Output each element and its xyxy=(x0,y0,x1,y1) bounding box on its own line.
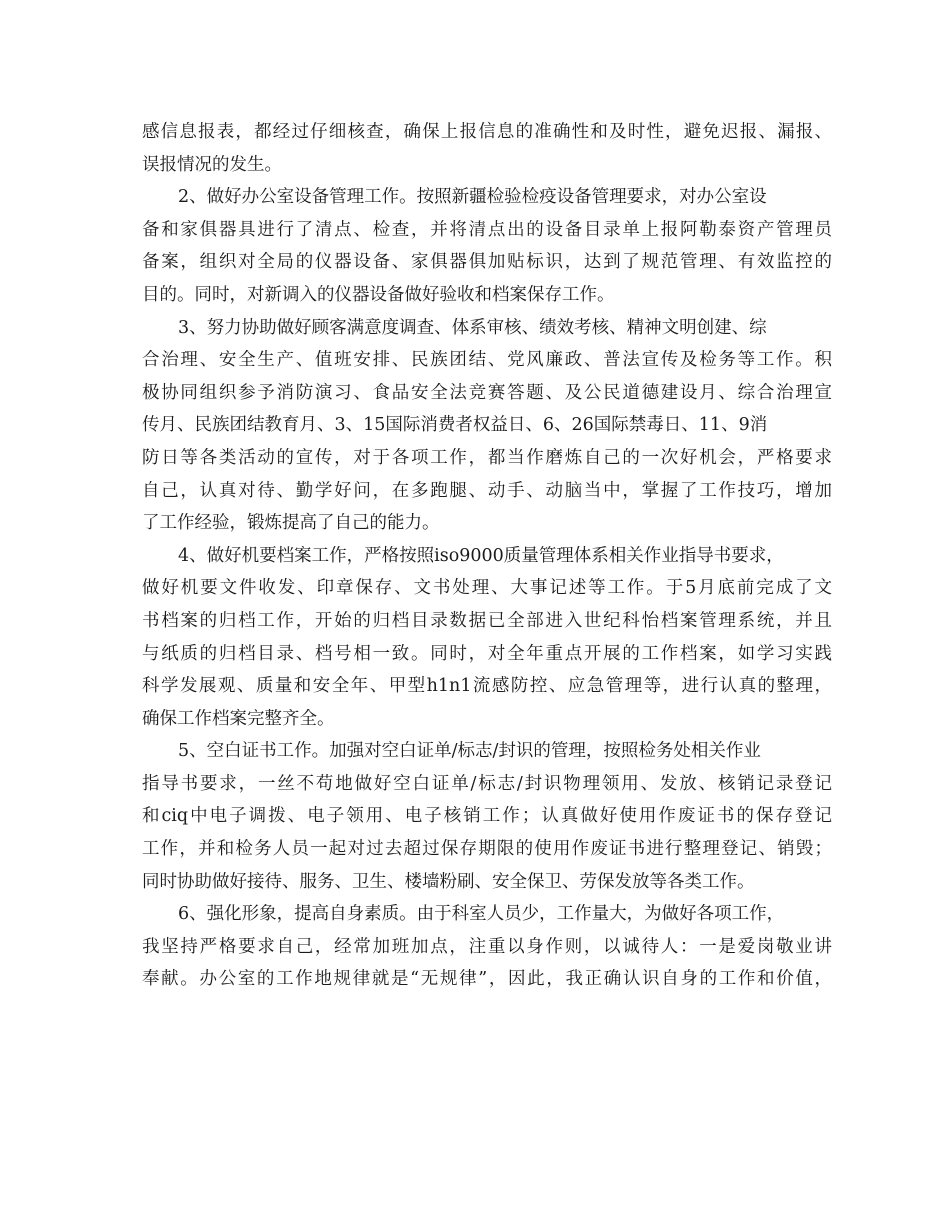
text-line: 确保工作档案完整齐全。 xyxy=(142,708,335,729)
text-line: 我坚持严格要求自己，经常加班加点，注重以身作则，以诚待人：一是爱岗敬业讲 xyxy=(142,936,832,957)
text-line: 自己，认真对待、勤学好问，在多跑腿、动手、动脑当中，掌握了工作技巧，增加 xyxy=(142,480,832,501)
text-line: 2、做好办公室设备管理工作。按照新疆检验检疫设备管理要求，对办公室设 xyxy=(178,187,767,208)
text-line: 指导书要求，一丝不苟地做好空白证单/标志/封识物理领用、发放、核销记录登记 xyxy=(142,773,832,794)
text-line: 误报情况的发生。 xyxy=(142,154,282,175)
text-line: 目的。同时，对新调入的仪器设备做好验收和档案保存工作。 xyxy=(142,284,615,305)
text-line: 传月、民族团结教育月、3、15国际消费者权益日、6、26国际禁毒日、11、9消 xyxy=(142,415,768,436)
text-line: 了工作经验，锻炼提高了自己的能力。 xyxy=(142,513,440,534)
text-line: 备案，组织对全局的仪器设备、家俱器俱加贴标识，达到了规范管理、有效监控的 xyxy=(142,252,832,273)
text-line: 备和家俱器具进行了清点、检查，并将清点出的设备目录单上报阿勒泰资产管理员 xyxy=(142,219,832,240)
body-text xyxy=(142,116,832,996)
text-line: 4、做好机要档案工作，严格按照iso9000质量管理体系相关作业指导书要求， xyxy=(178,545,784,566)
text-line: 防日等各类活动的宣传，对于各项工作，都当作磨炼自己的一次好机会，严格要求 xyxy=(142,447,832,468)
text-line: 工作，并和检务人员一起对过去超过保存期限的使用作废证书进行整理登记、销毁； xyxy=(142,839,832,860)
text-line: 书档案的归档工作，开始的归档目录数据已全部进入世纪科怡档案管理系统，并且 xyxy=(142,610,832,631)
text-line: 与纸质的归档目录、档号相一致。同时，对全年重点开展的工作档案，如学习实践 xyxy=(142,643,832,664)
text-line: 奉献。办公室的工作地规律就是“无规律”，因此，我正确认识自身的工作和价值， xyxy=(142,969,832,990)
text-line: 5、空白证书工作。加强对空白证单/标志/封识的管理，按照检务处相关作业 xyxy=(178,741,761,762)
text-line: 感信息报表，都经过仔细核查，确保上报信息的准确性和及时性，避免迟报、漏报、 xyxy=(142,122,832,142)
text-line: 6、强化形象，提高自身素质。由于科室人员少，工作量大，为做好各项工作， xyxy=(178,904,785,925)
text-line: 3、努力协助做好顾客满意度调查、体系审核、绩效考核、精神文明创建、综 xyxy=(178,317,767,338)
text-line: 同时协助做好接待、服务、卫生、楼墙粉刷、安全保卫、劳保发放等各类工作。 xyxy=(142,871,755,892)
text-line: 极协同组织参予消防演习、食品安全法竞赛答题、及公民道德建设月、综合治理宣 xyxy=(142,382,832,403)
text-line: 科学发展观、质量和安全年、甲型h1n1流感防控、应急管理等，进行认真的整理， xyxy=(142,676,832,697)
text-line: 做好机要文件收发、印章保存、文书处理、大事记述等工作。于5月底前完成了文 xyxy=(142,578,832,599)
text-line: 和ciq中电子调拨、电子领用、电子核销工作；认真做好使用作废证书的保存登记 xyxy=(142,806,832,827)
text-line: 合治理、安全生产、值班安排、民族团结、党风廉政、普法宣传及检务等工作。积 xyxy=(142,350,832,371)
